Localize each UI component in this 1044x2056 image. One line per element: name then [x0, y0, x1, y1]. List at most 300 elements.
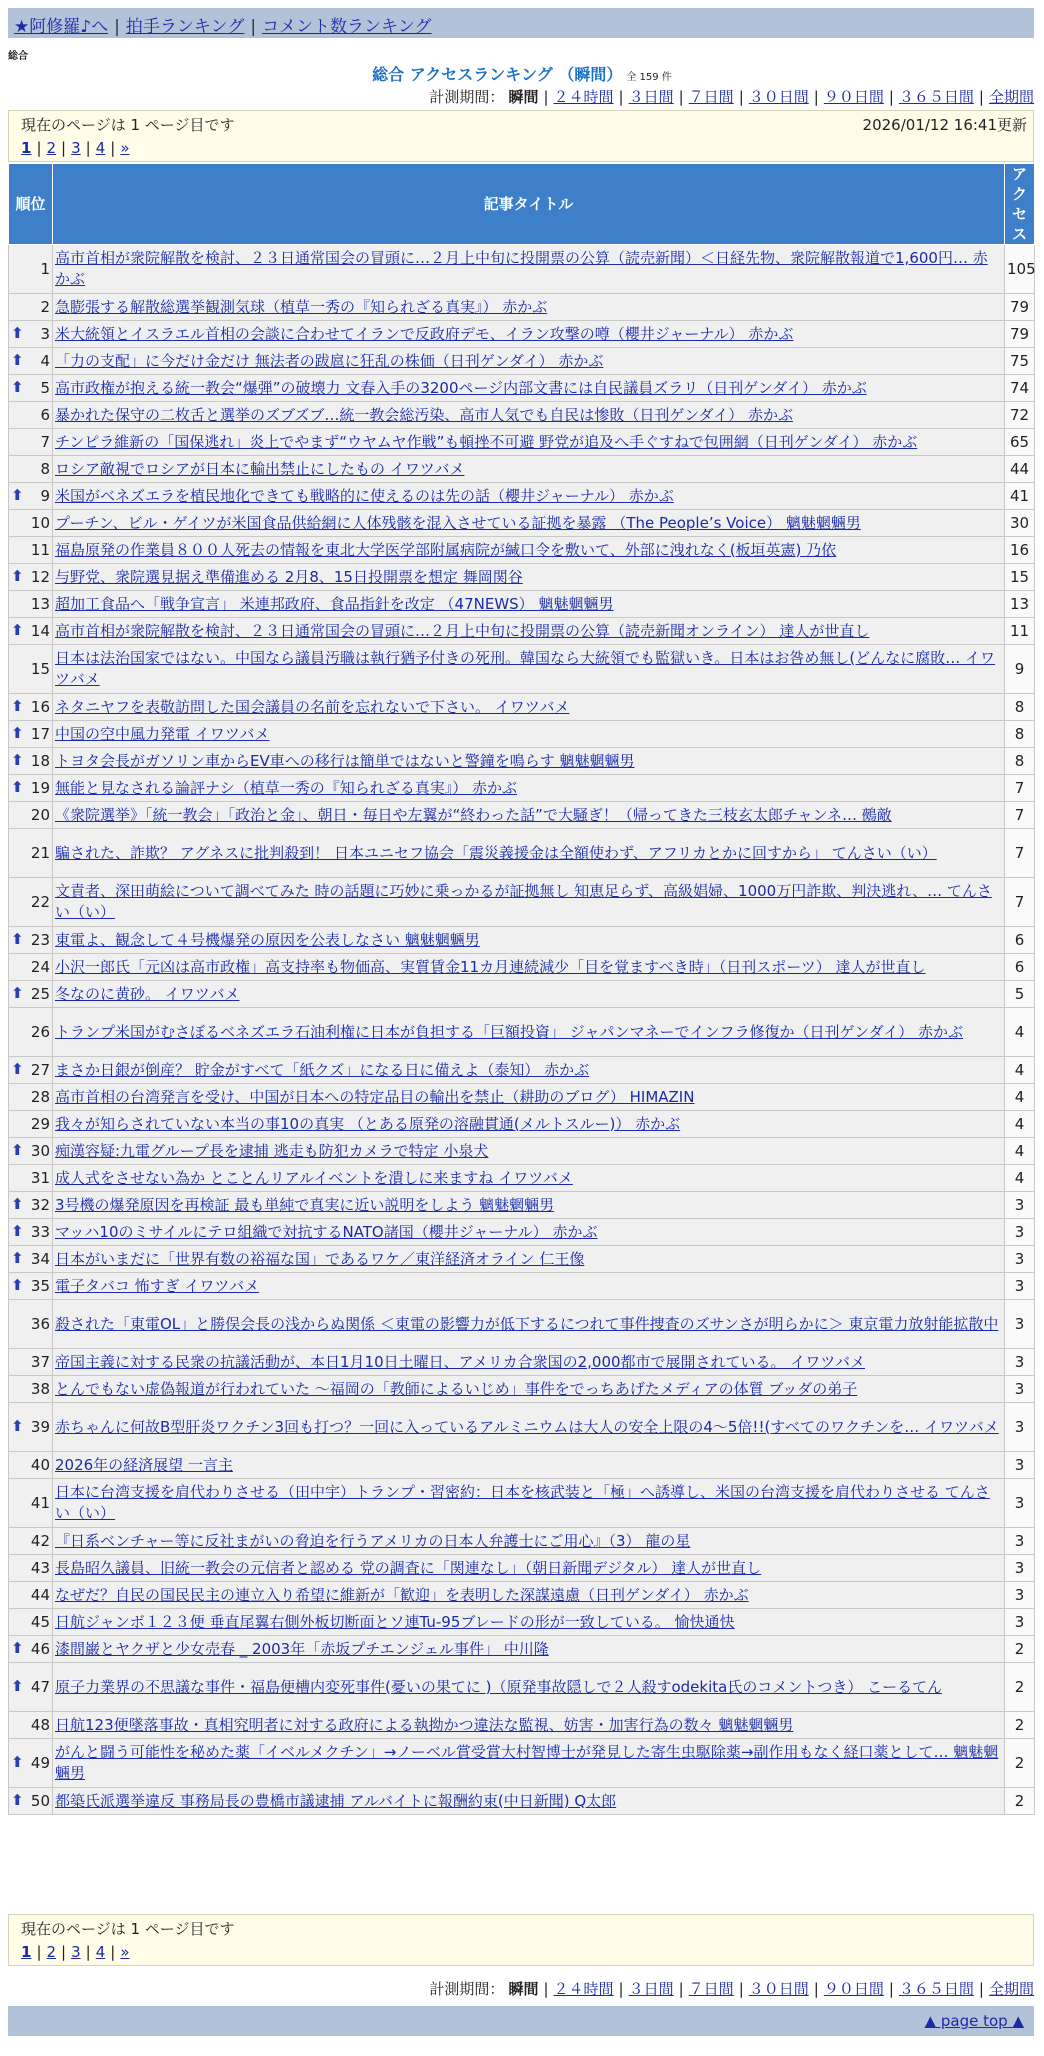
table-row — [9, 1138, 1035, 1165]
pager — [21, 1943, 1021, 1961]
title-cell — [53, 321, 1005, 348]
rank-number: 47 — [30, 1677, 50, 1696]
period-selector-top — [429, 86, 1034, 107]
access-count: 3 — [1005, 1555, 1035, 1582]
table-row — [9, 1582, 1035, 1609]
rank-cell — [9, 1528, 53, 1555]
article-title-link[interactable]: 電子タバコ 怖すぎ イワツバメ — [55, 1276, 260, 1295]
rank-number: 19 — [30, 778, 50, 797]
pager-next-link[interactable]: » — [120, 1943, 130, 1961]
access-count: 41 — [1005, 483, 1035, 510]
rank-number: 4 — [40, 351, 50, 370]
period-option-link[interactable]: ７日間 — [688, 1980, 734, 1998]
rank-up-arrow-icon: ⬆ — [11, 1677, 24, 1695]
article-title-link[interactable]: 高市首相の台湾発言を受け、中国が日本への特定品目の輸出を禁止（耕助のブログ） HIMAZIN — [55, 1087, 695, 1106]
article-title-link[interactable]: 東電よ、観念して４号機爆発の原因を公表しなさい 魑魅魍魎男 — [55, 930, 480, 949]
rank-cell — [9, 1111, 53, 1138]
title-cell — [53, 1138, 1005, 1165]
rank-up-arrow-icon: ⬆ — [11, 378, 24, 396]
rank-up-arrow-icon: ⬆ — [11, 1249, 24, 1267]
rank-cell — [9, 1057, 53, 1084]
page-title: 総合 アクセスランキング （瞬間） — [372, 65, 623, 84]
page-status: 現在のページは 1 ページ目です — [21, 116, 235, 134]
title-cell — [53, 1712, 1005, 1739]
rank-cell — [9, 981, 53, 1008]
rank-up-arrow-icon: ⬆ — [11, 1417, 24, 1435]
access-count: 2 — [1005, 1788, 1035, 1815]
rank-cell — [9, 954, 53, 981]
article-title-link[interactable]: 騙された、詐欺？ アグネスに批判殺到！ 日本ユニセフ協会「震災義援金は全額使わず、アフリカとかに回すから」 てんさい（い） — [55, 843, 937, 862]
pager-current-page[interactable]: 1 — [21, 139, 32, 157]
article-title-link[interactable]: トヨタ会長がガソリン車からEV車への移行は簡単ではないと警鐘を鳴らす 魑魅魍魎男 — [55, 751, 635, 770]
access-count: 8 — [1005, 694, 1035, 721]
access-count: 3 — [1005, 1376, 1035, 1403]
pager-next-link[interactable]: » — [120, 139, 130, 157]
title-cell — [53, 927, 1005, 954]
table-row — [9, 1300, 1035, 1349]
rank-cell — [9, 721, 53, 748]
pager-page-link[interactable]: 3 — [71, 1943, 81, 1961]
rank-up-arrow-icon: ⬆ — [11, 697, 24, 715]
rank-up-arrow-icon: ⬆ — [11, 984, 24, 1002]
rank-number: 28 — [30, 1087, 50, 1106]
title-cell — [53, 1788, 1005, 1815]
article-title-link[interactable]: 日航123便墜落事故・真相究明者に対する政府による執拗かつ違法な監視、妨害・加害行為の数々 魑魅魍魎男 — [55, 1715, 794, 1734]
article-title-link[interactable]: とんでもない虚偽報道が行われていた ～福岡の「教師によるいじめ」事件をでっちあげたメディアの体質 ブッダの弟子 — [55, 1379, 858, 1398]
rank-up-arrow-icon: ⬆ — [11, 1276, 24, 1294]
access-count: 3 — [1005, 1246, 1035, 1273]
rank-up-arrow-icon: ⬆ — [11, 567, 24, 585]
title-cell — [53, 1555, 1005, 1582]
rank-up-arrow-icon: ⬆ — [11, 724, 24, 742]
period-option-link[interactable]: ２４時間 — [553, 1980, 614, 1998]
article-title-link[interactable]: 漆間巌とヤクザと少女売春 _ 2003年「赤坂プチエンジェル事件」 中川隆 — [55, 1639, 549, 1658]
rank-number: 8 — [40, 459, 50, 478]
rank-number: 5 — [40, 378, 50, 397]
rank-cell — [9, 1479, 53, 1528]
rank-cell — [9, 1138, 53, 1165]
period-current: 瞬間 — [508, 1980, 539, 1998]
access-count: 16 — [1005, 537, 1035, 564]
table-row — [9, 1192, 1035, 1219]
rank-up-arrow-icon: ⬆ — [11, 486, 24, 504]
rank-number: 15 — [30, 659, 50, 678]
pager — [21, 139, 1021, 157]
rank-cell — [9, 1582, 53, 1609]
article-title-link[interactable]: 成人式をさせない為か とことんリアルイベントを潰しに来ますね イワツバメ — [55, 1168, 573, 1187]
table-row — [9, 1273, 1035, 1300]
article-title-link[interactable]: 日本は法治国家ではない。中国なら議員汚職は執行猶予付きの死刑。韓国なら大統領でも監獄いき。日本はお咎め無し(どんなに腐敗… イワツバメ — [55, 649, 996, 688]
rank-cell — [9, 1008, 53, 1057]
nav-comment-ranking-link[interactable]: コメント数ランキング — [262, 17, 432, 37]
rank-number: 34 — [30, 1249, 50, 1268]
article-title-link[interactable]: 高市首相が衆院解散を検討、２３日通常国会の冒頭に…２月上中旬に投開票の公算（読売新聞オンライン） 達人が世直し — [55, 621, 870, 640]
bottom-bar — [8, 2006, 1034, 2036]
title-cell — [53, 1219, 1005, 1246]
rank-cell — [9, 878, 53, 927]
table-row — [9, 1084, 1035, 1111]
access-count: 7 — [1005, 878, 1035, 927]
rank-number: 33 — [30, 1222, 50, 1241]
title-cell — [53, 1452, 1005, 1479]
article-title-link[interactable]: 米大統領とイスラエル首相の会談に合わせてイランで反政府デモ、イラン攻撃の噂（櫻井ジャーナル） 赤かぶ — [55, 324, 794, 343]
access-count: 3 — [1005, 1609, 1035, 1636]
article-title-link[interactable]: 『日系ベンチャー等に反社まがいの脅迫を行うアメリカの日本人弁護士にご用心』（3） 龍の星 — [55, 1531, 691, 1550]
rank-cell — [9, 1452, 53, 1479]
period-option-link[interactable]: ３６５日間 — [898, 88, 974, 106]
article-title-link[interactable]: 与野党、衆院選見据え準備進める 2月8、15日投開票を想定 舞岡関谷 — [55, 567, 523, 586]
title-cell — [53, 1609, 1005, 1636]
pager-current-page[interactable]: 1 — [21, 1943, 32, 1961]
table-row — [9, 1349, 1035, 1376]
table-row — [9, 1636, 1035, 1663]
table-row — [9, 927, 1035, 954]
access-count: 9 — [1005, 645, 1035, 694]
rank-number: 49 — [30, 1753, 50, 1772]
table-row — [9, 402, 1035, 429]
access-count: 2 — [1005, 1712, 1035, 1739]
article-title-link[interactable]: チンピラ維新の「国保逃れ」炎上でやまず“ウヤムヤ作戦”も頓挫不可避 野党が追及へ手ぐすねで包囲網（日刊ゲンダイ） 赤かぶ — [55, 432, 918, 451]
rank-number: 20 — [30, 805, 50, 824]
rank-number: 39 — [30, 1417, 50, 1436]
access-count: 3 — [1005, 1273, 1035, 1300]
period-option-link[interactable]: ９０日間 — [823, 88, 884, 106]
rank-number: 1 — [40, 259, 50, 278]
access-count: 65 — [1005, 429, 1035, 456]
title-cell — [53, 1582, 1005, 1609]
rank-cell — [9, 1712, 53, 1739]
period-option-link[interactable]: 全期間 — [988, 88, 1034, 106]
rank-cell — [9, 348, 53, 375]
title-cell — [53, 1165, 1005, 1192]
title-cell — [53, 694, 1005, 721]
table-row — [9, 1712, 1035, 1739]
table-row — [9, 721, 1035, 748]
rank-cell — [9, 829, 53, 878]
rank-number: 2 — [40, 297, 50, 316]
title-cell — [53, 375, 1005, 402]
access-count: 72 — [1005, 402, 1035, 429]
article-title-link[interactable]: まさか日銀が倒産？ 貯金がすべて「紙クズ」になる日に備えよ（泰知） 赤かぶ — [55, 1060, 590, 1079]
article-title-link[interactable]: 赤ちゃんに何故B型肝炎ワクチン3回も打つ？一回に入っているアルミニウムは大人の安全上限の4～5倍!!(すべてのワクチンを… イワツバメ — [55, 1417, 999, 1436]
table-row — [9, 1528, 1035, 1555]
table-row — [9, 1165, 1035, 1192]
title-cell — [53, 981, 1005, 1008]
article-title-link[interactable]: 痴漢容疑:九電グループ長を逮捕 逃走も防犯カメラで特定 小泉犬 — [55, 1141, 489, 1160]
access-count: 4 — [1005, 1138, 1035, 1165]
article-title-link[interactable]: なぜだ？自民の国民民主の連立入り希望に維新が「歓迎」を表明した深謀遠慮（日刊ゲンダイ） 赤かぶ — [55, 1585, 749, 1604]
rank-number: 48 — [30, 1715, 50, 1734]
access-count: 4 — [1005, 1084, 1035, 1111]
article-title-link[interactable]: 殺された「東電OL」と勝俣会長の浅からぬ関係 ＜東電の影響力が低下するにつれて事件捜査のズサンさが明らかに＞ 東京電力放射能拡散中 — [55, 1314, 999, 1333]
table-row — [9, 510, 1035, 537]
rank-cell — [9, 1273, 53, 1300]
title-cell — [53, 456, 1005, 483]
rank-up-arrow-icon: ⬆ — [11, 751, 24, 769]
rank-cell — [9, 456, 53, 483]
title-cell — [53, 1057, 1005, 1084]
table-row — [9, 1403, 1035, 1452]
rank-number: 21 — [30, 843, 50, 862]
table-row — [9, 321, 1035, 348]
period-label: 計測期間： — [429, 1980, 505, 1998]
article-title-link[interactable]: 冬なのに黄砂。 イワツバメ — [55, 984, 240, 1003]
top-nav-bar — [8, 8, 1034, 38]
rank-cell — [9, 618, 53, 645]
table-row — [9, 1008, 1035, 1057]
rank-number: 24 — [30, 957, 50, 976]
rank-cell — [9, 1403, 53, 1452]
nav-clap-ranking-link[interactable]: 拍手ランキング — [125, 17, 245, 37]
article-title-link[interactable]: ネタニヤフを表敬訪問した国会議員の名前を忘れないで下さい。 イワツバメ — [55, 697, 570, 716]
access-count: 8 — [1005, 748, 1035, 775]
rank-number: 23 — [30, 930, 50, 949]
period-option-link[interactable]: ２４時間 — [553, 88, 614, 106]
access-count: 3 — [1005, 1349, 1035, 1376]
title-cell — [53, 1479, 1005, 1528]
table-row — [9, 245, 1035, 294]
article-title-link[interactable]: 急膨張する解散総選挙観測気球（植草一秀の『知られざる真実』） 赤かぶ — [55, 297, 548, 316]
rank-number: 12 — [30, 567, 50, 586]
rank-number: 27 — [30, 1060, 50, 1079]
rank-cell — [9, 321, 53, 348]
pager-page-link[interactable]: 2 — [46, 1943, 57, 1961]
period-option-link[interactable]: ３０日間 — [748, 1980, 809, 1998]
rank-number: 38 — [30, 1379, 50, 1398]
table-row — [9, 456, 1035, 483]
rank-number: 3 — [40, 324, 50, 343]
access-count: 4 — [1005, 1008, 1035, 1057]
table-row — [9, 1739, 1035, 1788]
table-row — [9, 1219, 1035, 1246]
rank-cell — [9, 1219, 53, 1246]
period-label: 計測期間： — [429, 88, 505, 106]
col-rank-header: 順位 — [9, 164, 53, 245]
rank-number: 14 — [30, 621, 50, 640]
rank-up-arrow-icon: ⬆ — [11, 351, 24, 369]
article-title-link[interactable]: 福島原発の作業員８００人死去の情報を東北大学医学部附属病院が緘口令を敷いて、外部に洩れなく(板垣英憲) 乃依 — [55, 540, 837, 559]
pager-page-link[interactable]: 2 — [46, 139, 57, 157]
title-cell — [53, 1300, 1005, 1349]
article-title-link[interactable]: 超加工食品へ「戦争宣言」 米連邦政府、食品指針を改定 （47NEWS） 魑魅魍魎男 — [55, 594, 614, 613]
article-title-link[interactable]: 「力の支配」に今だけ金だけ 無法者の跋扈に狂乱の株価（日刊ゲンダイ） 赤かぶ — [55, 351, 604, 370]
rank-cell — [9, 1555, 53, 1582]
period-option-link[interactable]: ３６５日間 — [898, 1980, 974, 1998]
rank-number: 10 — [30, 513, 50, 532]
period-separator: | — [738, 1980, 744, 1998]
article-title-link[interactable]: 文責者、深田萌絵について調べてみた 時の話題に巧妙に乗っかるが証拠無し 知恵足らず、高級娼婦、1000万円詐欺、判決逃れ、… てんさい（い） — [55, 882, 992, 921]
nav-separator: | — [114, 17, 120, 37]
period-option-link[interactable]: ３日間 — [628, 1980, 674, 1998]
access-count: 7 — [1005, 775, 1035, 802]
rank-number: 29 — [30, 1114, 50, 1133]
table-row — [9, 1376, 1035, 1403]
title-cell — [53, 1084, 1005, 1111]
rank-number: 46 — [30, 1639, 50, 1658]
article-title-link[interactable]: 米国がベネズエラを植民地化できても戦略的に使えるのは先の話（櫻井ジャーナル） 赤かぶ — [55, 486, 674, 505]
article-title-link[interactable]: 高市首相が衆院解散を検討、２３日通常国会の冒頭に…２月上中旬に投開票の公算（読売新聞）＜日経先物、衆院解散報道で1,600円… 赤かぶ — [55, 249, 988, 288]
table-row — [9, 564, 1035, 591]
access-count: 11 — [1005, 618, 1035, 645]
table-row — [9, 429, 1035, 456]
title-cell — [53, 483, 1005, 510]
rank-cell — [9, 1084, 53, 1111]
table-row — [9, 1111, 1035, 1138]
period-option-link[interactable]: ７日間 — [688, 88, 734, 106]
article-title-link[interactable]: 小沢一郎氏「元凶は高市政権」高支持率も物価高、実質賃金11カ月連続減少「目を覚ますべき時」（日刊スポーツ） 達人が世直し — [55, 957, 926, 976]
article-title-link[interactable]: 無能と見なされる論評ナシ（植草一秀の『知られざる真実』） 赤かぶ — [55, 778, 517, 797]
article-title-link[interactable]: がんと闘う可能性を秘めた薬「イベルメクチン」→ノーベル賞受賞大村智博士が発見した寄生虫駆除薬→副作用もなく経口薬として… 魑魅魍魎男 — [55, 1743, 999, 1782]
access-count: 2 — [1005, 1739, 1035, 1788]
period-option-link[interactable]: ９０日間 — [823, 1980, 884, 1998]
period-separator: | — [978, 1980, 984, 1998]
rank-up-arrow-icon: ⬆ — [11, 1141, 24, 1159]
access-count: 13 — [1005, 591, 1035, 618]
updated-time: 2026/01/12 16:41更新 — [862, 116, 1027, 134]
page-top-link[interactable]: ▲ page top ▲ — [924, 2012, 1024, 2030]
article-title-link[interactable]: 2026年の経済展望 一言主 — [55, 1455, 233, 1474]
table-row — [9, 1479, 1035, 1528]
rank-number: 18 — [30, 751, 50, 770]
title-cell — [53, 537, 1005, 564]
article-title-link[interactable]: マッハ10のミサイルにテロ組織で対抗するNATO諸国（櫻井ジャーナル） 赤かぶ — [55, 1222, 598, 1241]
rank-number: 13 — [30, 594, 50, 613]
article-title-link[interactable]: 《衆院選挙》「統一教会」「政治と金」、朝日・毎日や左翼が“終わった話”で大騒ぎ！（帰ってきた三枝玄太郎チャンネ… 鵺敵 — [55, 805, 892, 824]
nav-home-link[interactable]: ★阿修羅♪へ — [14, 17, 109, 37]
access-count: 105 — [1005, 245, 1035, 294]
title-cell — [53, 294, 1005, 321]
col-access-header: アクセス — [1005, 164, 1035, 245]
article-title-link[interactable]: 高市政権が抱える統一教会“爆弾”の破壊力 文春入手の3200ページ内部文書には自民議員ズラリ（日刊ゲンダイ） 赤かぶ — [55, 378, 867, 397]
title-cell — [53, 348, 1005, 375]
access-count: 3 — [1005, 1582, 1035, 1609]
pager-separator: | — [85, 139, 91, 157]
access-count: 2 — [1005, 1636, 1035, 1663]
page-info-bottom — [8, 1914, 1034, 1966]
article-title-link[interactable]: 都築氏派選挙違反 事務局長の豊橋市議逮捕 アルバイトに報酬約束(中日新聞) Q太郎 — [55, 1791, 617, 1810]
rank-cell — [9, 537, 53, 564]
rank-up-arrow-icon: ⬆ — [11, 1753, 24, 1771]
access-count: 3 — [1005, 1192, 1035, 1219]
rank-cell — [9, 927, 53, 954]
access-count: 4 — [1005, 1111, 1035, 1138]
article-title-link[interactable]: 長島昭久議員、旧統一教会の元信者と認める 党の調査に「関連なし」（朝日新聞デジタル） 達人が世直し — [55, 1558, 762, 1577]
rank-number: 43 — [30, 1558, 50, 1577]
article-title-link[interactable]: 3号機の爆発原因を再検証 最も単純で真実に近い説明をしよう 魑魅魍魎男 — [55, 1195, 555, 1214]
title-cell — [53, 1349, 1005, 1376]
rank-up-arrow-icon: ⬆ — [11, 1222, 24, 1240]
article-title-link[interactable]: 中国の空中風力発電 イワツバメ — [55, 724, 270, 743]
rank-cell — [9, 1788, 53, 1815]
table-row — [9, 802, 1035, 829]
access-count: 4 — [1005, 1057, 1035, 1084]
title-cell — [53, 1111, 1005, 1138]
pager-page-link[interactable]: 4 — [95, 1943, 106, 1961]
table-row — [9, 348, 1035, 375]
article-title-link[interactable]: 日本に台湾支援を肩代わりさせる（田中宇）トランプ・習密約：日本を核武装と「極」へ誘導し、米国の台湾支援を肩代わりさせる てんさい（い） — [55, 1483, 990, 1522]
article-title-link[interactable]: 我々が知らされていない本当の事10の真実 （とある原発の溶融貫通(メルトスルー)） 赤かぶ — [55, 1114, 681, 1133]
title-cell — [53, 245, 1005, 294]
title-cell — [53, 402, 1005, 429]
rank-number: 25 — [30, 984, 50, 1003]
rank-cell — [9, 694, 53, 721]
period-separator: | — [888, 88, 894, 106]
article-title-link[interactable]: プーチン、ビル・ゲイツが米国食品供給網に人体残骸を混入させている証拠を暴露 （The People’s Voice） 魑魅魍魎男 — [55, 513, 861, 532]
rank-cell — [9, 802, 53, 829]
rank-cell — [9, 1192, 53, 1219]
table-row — [9, 954, 1035, 981]
rank-cell — [9, 591, 53, 618]
period-option-link[interactable]: ３日間 — [628, 88, 674, 106]
rank-number: 50 — [30, 1791, 50, 1810]
pager-separator: | — [61, 1943, 67, 1961]
period-option-link[interactable]: ３０日間 — [748, 88, 809, 106]
article-title-link[interactable]: 暴かれた保守の二枚舌と選挙のズブズブ…統一教会総汚染、高市人気でも自民は惨敗（日刊ゲンダイ） 赤かぶ — [55, 405, 793, 424]
access-count: 3 — [1005, 1528, 1035, 1555]
rank-cell — [9, 483, 53, 510]
table-row — [9, 1452, 1035, 1479]
title-cell — [53, 1192, 1005, 1219]
article-title-link[interactable]: トランプ米国がむさぼるベネズエラ石油利権に日本が負担する「巨額投資」 ジャパンマネーでインフラ修復か（日刊ゲンダイ） 赤かぶ — [55, 1022, 964, 1041]
table-header-row — [9, 164, 1035, 245]
rank-number: 41 — [30, 1493, 50, 1512]
rank-up-arrow-icon: ⬆ — [11, 1060, 24, 1078]
title-cell — [53, 1008, 1005, 1057]
title-cell — [53, 1403, 1005, 1452]
rank-number: 26 — [30, 1022, 50, 1041]
rank-number: 40 — [30, 1455, 50, 1474]
rank-number: 45 — [30, 1612, 50, 1631]
article-title-link[interactable]: 原子力業界の不思議な事件・福島便槽内変死事件(憂いの果てに )（原発事故隠しで２人殺すodekita氏のコメントつき） こーるてん — [55, 1677, 942, 1696]
rank-number: 44 — [30, 1585, 50, 1604]
period-option-link[interactable]: 全期間 — [988, 1980, 1034, 1998]
article-title-link[interactable]: ロシア敵視でロシアが日本に輸出禁止にしたもの イワツバメ — [55, 459, 465, 478]
title-cell — [53, 1246, 1005, 1273]
access-count: 3 — [1005, 1479, 1035, 1528]
col-title-header: 記事タイトル — [53, 164, 1005, 245]
period-separator: | — [888, 1980, 894, 1998]
table-row — [9, 775, 1035, 802]
article-title-link[interactable]: 日航ジャンボ１２３便 垂直尾翼右側外板切断面とソ連Tu-95ブレードの形が一致している。 愉快通快 — [55, 1612, 735, 1631]
period-selector-bottom — [429, 1978, 1034, 1999]
title-cell — [53, 1273, 1005, 1300]
table-row — [9, 618, 1035, 645]
access-count: 3 — [1005, 1300, 1035, 1349]
title-cell — [53, 829, 1005, 878]
title-cell — [53, 1636, 1005, 1663]
period-separator: | — [738, 88, 744, 106]
rank-cell — [9, 245, 53, 294]
rank-cell — [9, 294, 53, 321]
article-title-link[interactable]: 日本がいまだに「世界有数の裕福な国」であるワケ／東洋経済オライン 仁王像 — [55, 1249, 585, 1268]
access-count: 3 — [1005, 1219, 1035, 1246]
access-count: 3 — [1005, 1403, 1035, 1452]
pager-page-link[interactable]: 3 — [71, 139, 81, 157]
rank-number: 37 — [30, 1352, 50, 1371]
rank-number: 31 — [30, 1168, 50, 1187]
rank-number: 32 — [30, 1195, 50, 1214]
pager-separator: | — [36, 1943, 42, 1961]
table-row — [9, 1246, 1035, 1273]
rank-up-arrow-icon: ⬆ — [11, 324, 24, 342]
table-row — [9, 483, 1035, 510]
pager-page-link[interactable]: 4 — [95, 139, 106, 157]
rank-number: 22 — [30, 892, 50, 911]
article-title-link[interactable]: 帝国主義に対する民衆の抗議活動が、本日1月10日土曜日、アメリカ合衆国の2,000都市で展開されている。 イワツバメ — [55, 1352, 865, 1371]
access-count: 4 — [1005, 1165, 1035, 1192]
rank-cell — [9, 1349, 53, 1376]
table-row — [9, 829, 1035, 878]
